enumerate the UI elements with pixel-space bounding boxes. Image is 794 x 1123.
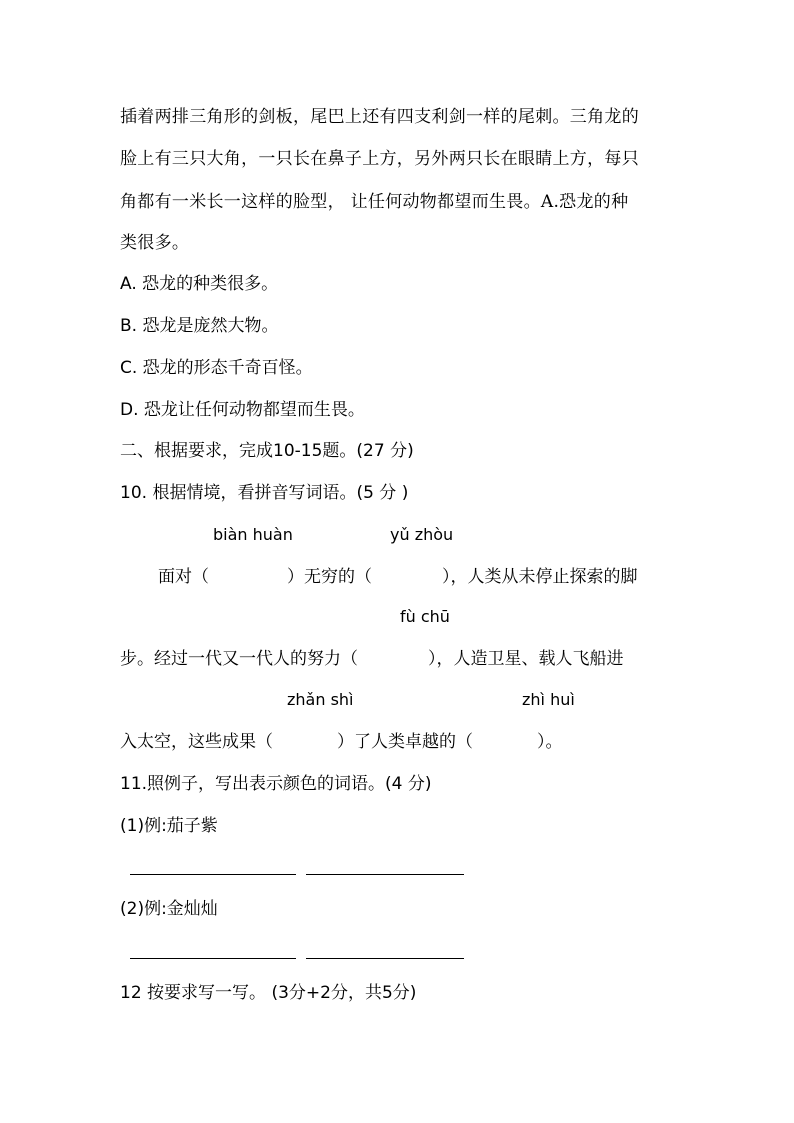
passage-line-2: 脸上有三只大角，一只长在鼻子上方，另外两只长在眼睛上方，每只	[120, 149, 639, 169]
q10-pinyin-4: zhǎn shì	[287, 690, 354, 709]
q10-title: 10. 根据情境，看拼音写词语。(5 分 )	[120, 483, 409, 503]
q10-pinyin-3: fù chū	[400, 607, 450, 626]
option-a: A. 恐龙的种类很多。	[120, 274, 279, 294]
q10-row2-text-b: ），人造卫星、载人飞船进	[428, 649, 624, 669]
q10-row3-text-b: ）了人类卓越的（	[337, 732, 473, 752]
passage-line-4: 类很多。	[120, 233, 190, 253]
q11-title: 11.照例子，写出表示颜色的词语。(4 分)	[120, 774, 432, 794]
q11-answer-line-2a[interactable]	[130, 958, 296, 959]
q10-row1-text-c: ），人类从未停止探索的脚	[442, 567, 638, 587]
section-2-heading: 二、根据要求，完成10-15题。(27 分)	[120, 441, 414, 461]
option-c: C. 恐龙的形态千奇百怪。	[120, 358, 313, 378]
q10-row2-text-a: 步。经过一代又一代人的努力（	[120, 649, 358, 669]
option-b: B. 恐龙是庞然大物。	[120, 316, 279, 336]
q10-pinyin-2: yǔ zhòu	[390, 525, 454, 544]
q10-row-3	[120, 731, 563, 753]
q10-row-2	[120, 648, 624, 670]
passage-line-3: 角都有一米长一这样的脸型， 让任何动物都望而生畏。A.恐龙的种	[120, 192, 629, 212]
passage-line-1: 插着两排三角形的剑板，尾巴上还有四支利剑一样的尾刺。三角龙的	[120, 107, 639, 127]
q10-row1-text-b: ）无穷的（	[287, 567, 372, 587]
q10-row-1	[158, 566, 638, 588]
q11-answer-line-1a[interactable]	[130, 874, 296, 875]
q11-example-1: (1)例:茄子紫	[120, 816, 218, 836]
q10-row3-text-c: ）。	[537, 732, 563, 752]
q10-row3-text-a: 入太空，这些成果（	[120, 732, 273, 752]
q11-answer-line-1b[interactable]	[306, 874, 464, 875]
q11-example-2: (2)例:金灿灿	[120, 899, 218, 919]
q10-pinyin-1: biàn huàn	[213, 525, 293, 544]
q11-answer-line-2b[interactable]	[306, 958, 464, 959]
q12-title: 12 按要求写一写。 (3分+2分，共5分)	[120, 983, 417, 1003]
option-d: D. 恐龙让任何动物都望而生畏。	[120, 400, 365, 420]
q10-row1-text-a: 面对（	[158, 567, 209, 587]
q10-pinyin-5: zhì huì	[522, 690, 575, 709]
